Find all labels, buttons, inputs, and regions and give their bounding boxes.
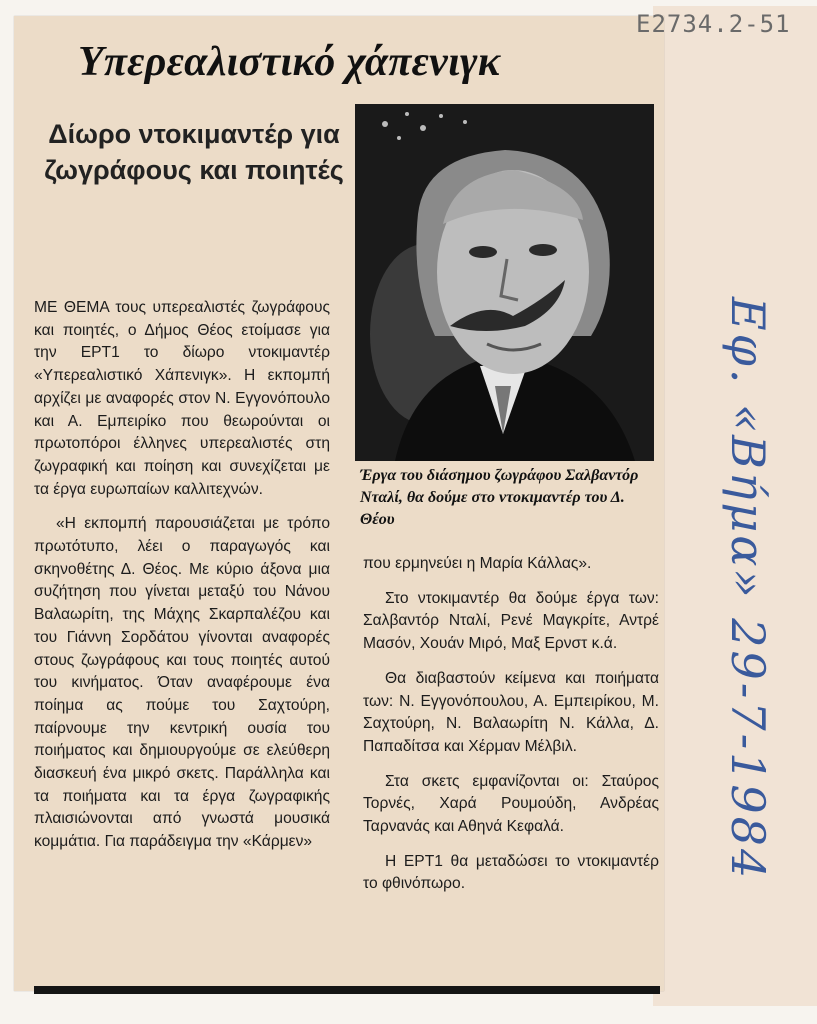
article-paragraph: ΜΕ ΘΕΜΑ τους υπερεαλιστές ζωγράφους και ποιητές, ο Δήμος Θέος ετοίμασε για την ΕΡΤ1 το δίωρο ντοκιμαντέρ «Υπερεαλιστικό Χάπενιγκ». Η εκπομπή αρχίζει με αναφορές στον Ν. Εγγονόπουλο και Α. Εμπειρίκο που θεωρούνται οι πρωτοπόροι έλληνες υπερεαλιστές στη ζωγραφική και ποίηση και συνεχίζεται με τα έργα ευρωπαίων καλλιτεχνών.	[34, 299, 330, 498]
article-paragraph: Στο ντοκιμαντέρ θα δούμε έργα των: Σαλβαντόρ Νταλί, Ρενέ Μαγκρίτε, Αντρέ Μασόν, Χουάν Μιρό, Μαξ Ερνστ κ.ά.	[363, 589, 659, 653]
subheadline: Δίωρο ντοκιμαντέρ για ζωγράφους και ποιητές	[44, 119, 344, 185]
photo-caption: Έργα του διάσημου ζωγράφου Σαλβαντόρ Νταλί, θα δούμε στο ντοκιμαντέρ του Δ. Θέου	[360, 467, 639, 528]
article-paragraph: Θα διαβαστούν κείμενα και ποιήματα των: Ν. Εγγονόπουλου, Α. Εμπειρίκου, Μ. Σαχτούρη, Ν. Βαλαωρίτη Ν. Κάλλα, Δ. Παπαδίτσα και Χέρμαν Μέλβιλ.	[363, 669, 659, 755]
article-paragraph: που ερμηνεύει η Μαρία Κάλλας».	[363, 555, 592, 572]
portrait-photo	[355, 104, 654, 461]
portrait-photo-image	[355, 104, 654, 461]
article-column-left	[34, 297, 330, 854]
bottom-rule	[34, 986, 660, 994]
archive-reference-number: Ε2734.2-51	[636, 10, 791, 38]
handwritten-source-note: Εφ. «Βήμα» 29-7-1984	[721, 297, 775, 882]
article-paragraph: Στα σκετς εμφανίζονται οι: Σταύρος Τορνές, Χαρά Ρουμούδη, Ανδρέας Ταρνανάς και Αθηνά Κεφαλά.	[363, 772, 659, 836]
headline: Υπερεαλιστικό χάπενιγκ	[78, 39, 501, 85]
article-paragraph: Η ΕΡΤ1 θα μεταδώσει το ντοκιμαντέρ το φθινόπωρο.	[363, 852, 659, 893]
article-paragraph: «Η εκπομπή παρουσιάζεται με τρόπο πρωτότυπο, λέει ο παραγωγός και σκηνοθέτης Δ. Θέος. Με κύριο άξονα μια συζήτηση που γίνεται μεταξύ του Νάνου Βαλαωρίτη, της Μάχης Σκαρπαλέζου και του Γιάννη Σορδάτου γίνονται αναφορές στους ζωγράφους και τους ποιητές αυτού του κινήματος. Όταν αναφέρουμε ένα ποίημα ας πούμε του Σαχτούρη, παίρνουμε την κεντρική ουσία του ποιήματος και δημιουργούμε σε ελεύθερη διασκευή ένα μικρό σκετς. Παράλληλα και τα ποιήματα και τα έργα ζωγραφικής πλαισιώνονται από γνωστά μουσικά κομμάτια. Για παράδειγμα την «Κάρμεν»	[34, 515, 330, 851]
article-column-right	[363, 553, 659, 896]
